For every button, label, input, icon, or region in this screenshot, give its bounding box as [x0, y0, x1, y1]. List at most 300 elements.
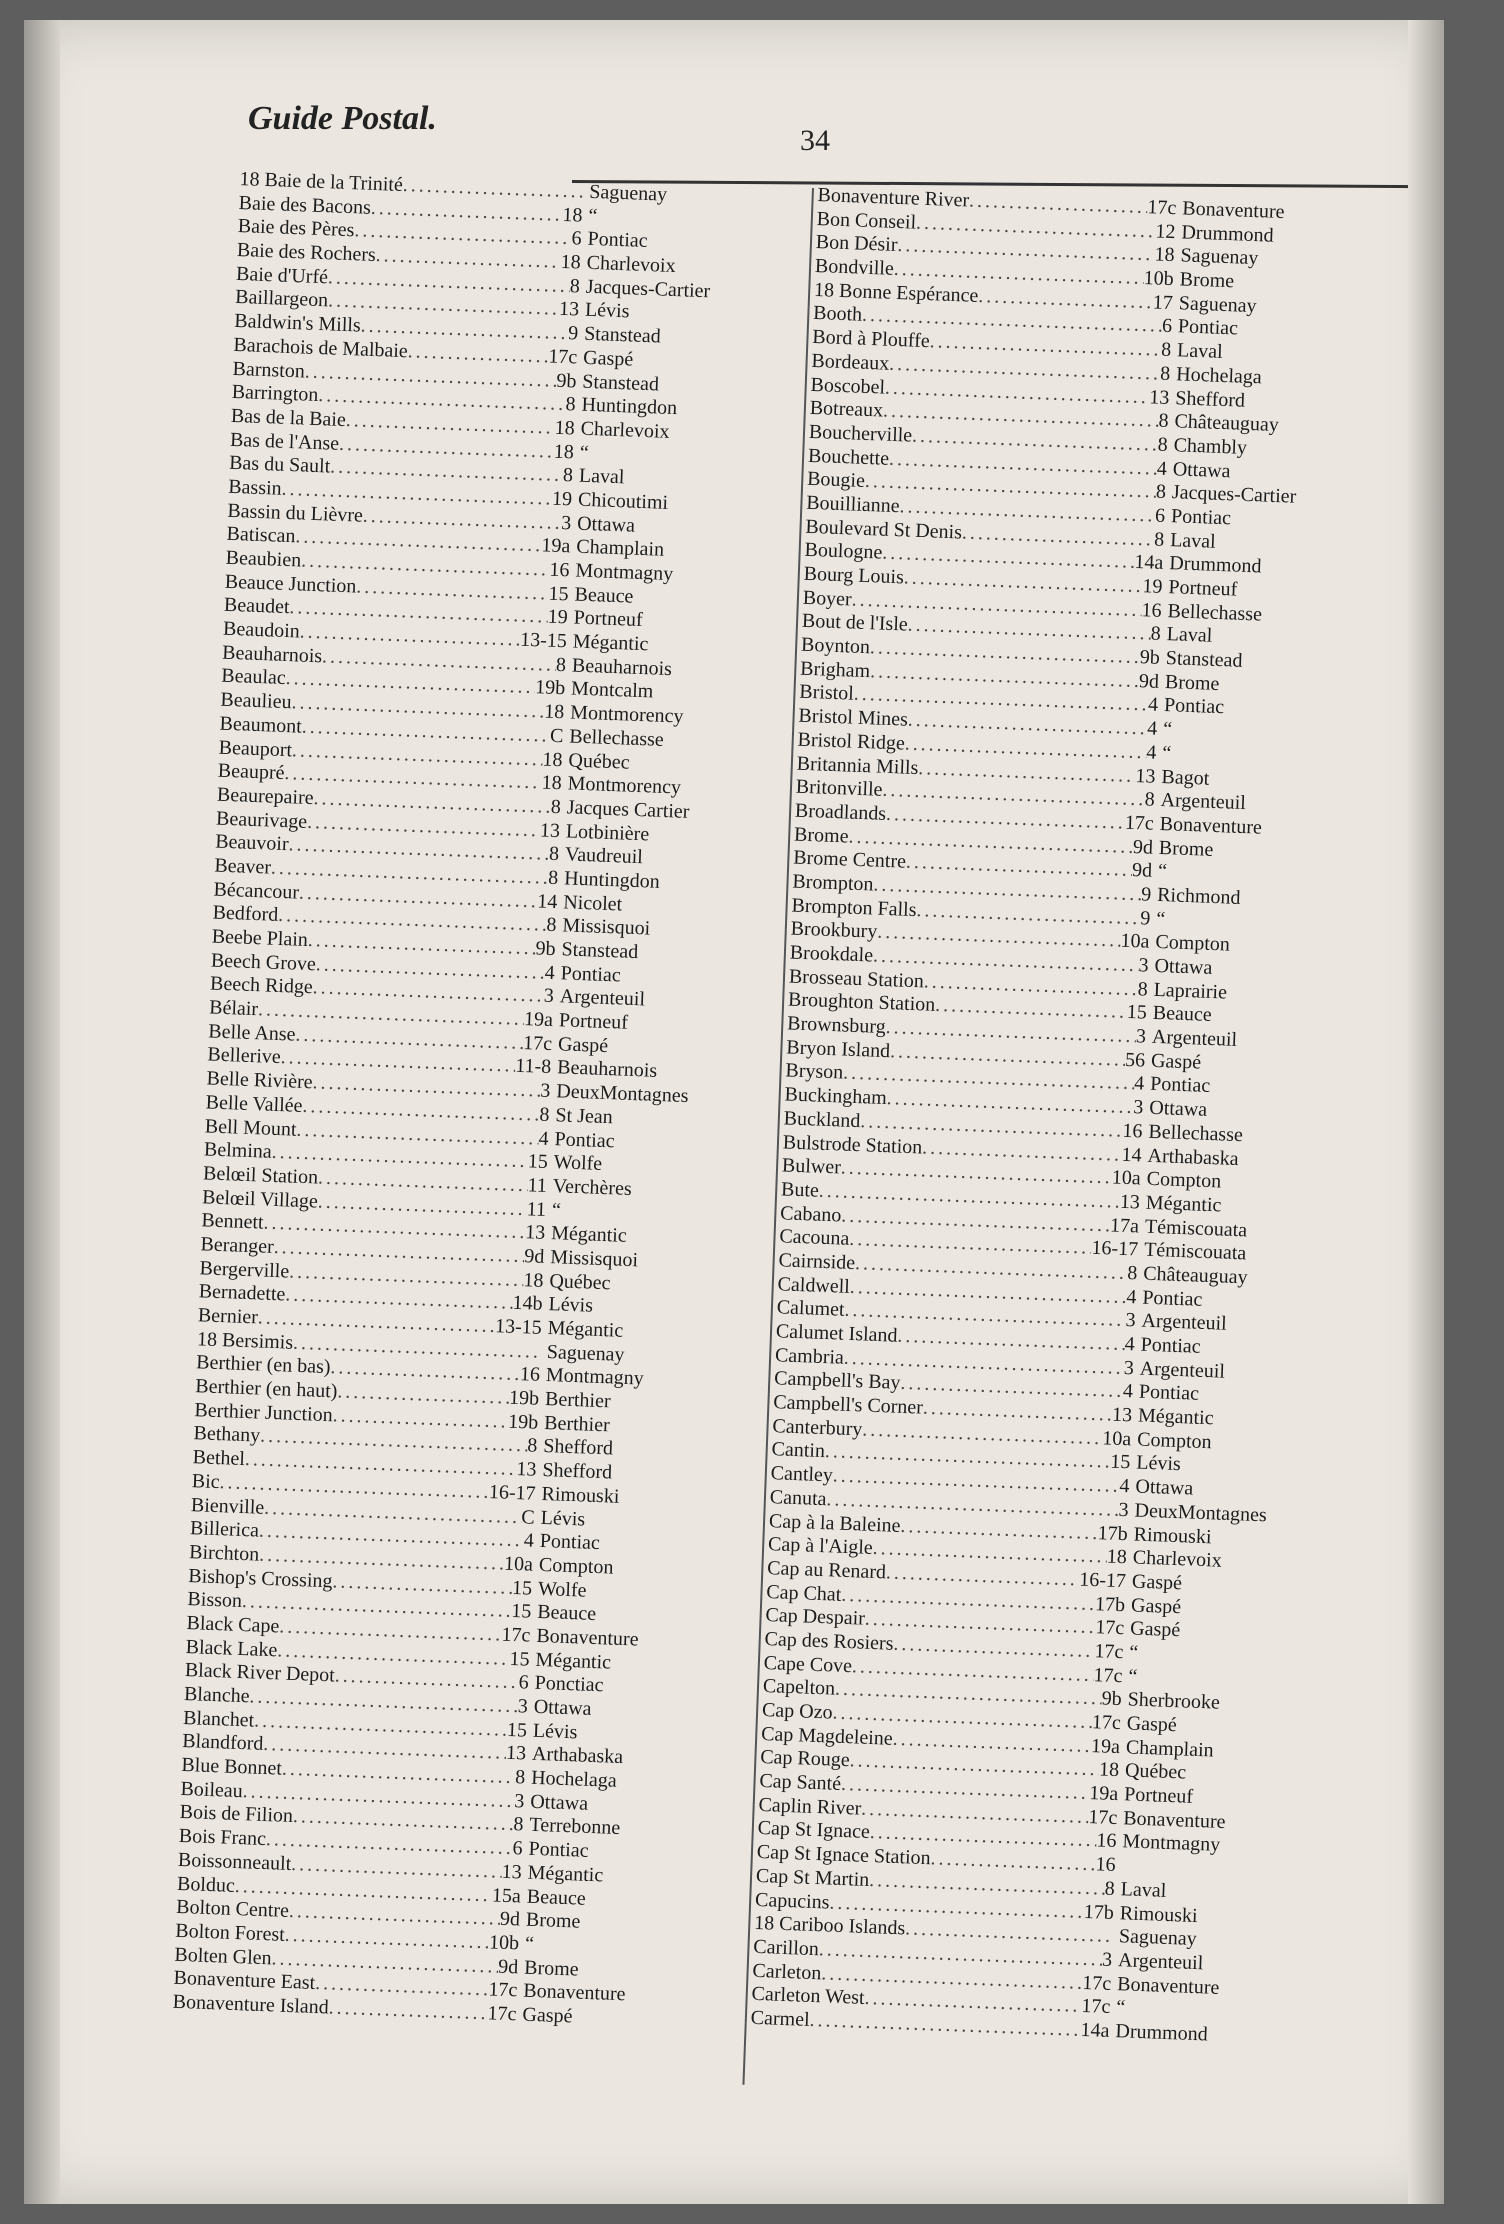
county-name: Jacques-Cartier: [1171, 481, 1297, 508]
county-name: Portneuf: [573, 606, 643, 632]
division-code: 15: [548, 582, 570, 606]
county-name: Pontiac: [554, 1127, 616, 1152]
county-name: Nicolet: [562, 890, 623, 916]
place-name: Brookdale: [789, 941, 874, 967]
county-name: Compton: [1155, 931, 1231, 956]
left-column-index: [172, 168, 779, 2034]
place-name: Cacouna: [779, 1225, 850, 1251]
place-name: Boissonneault: [177, 1848, 292, 1875]
division-code: 14: [536, 890, 558, 913]
county-name: Sherbrooke: [1127, 1688, 1221, 1715]
division-code: 17c: [1081, 1971, 1112, 1995]
place-name: Bonaventure River: [817, 184, 970, 212]
division-code: 17: [1152, 291, 1174, 314]
county-name: Charlevoix: [586, 251, 676, 278]
division-code: 9: [1140, 883, 1152, 906]
county-name: DeuxMontagnes: [555, 1080, 689, 1108]
division-code: 10b: [1143, 267, 1175, 291]
place-name: Bassin du Lièvre: [227, 499, 364, 527]
county-name: Portneuf: [1168, 576, 1238, 601]
division-code: 6: [512, 1837, 524, 1860]
county-name: Jacques-Cartier: [585, 275, 711, 303]
county-name: Ottawa: [533, 1695, 592, 1720]
county-name: Beauharnois: [571, 654, 673, 680]
division-code: 9b: [1139, 646, 1161, 669]
division-code: 17c: [1094, 1640, 1124, 1664]
county-name: Brome: [1179, 268, 1235, 293]
place-name: Baldwin's Mills: [233, 310, 362, 337]
place-name: Canterbury: [772, 1414, 863, 1441]
place-name: Belle Vallée: [205, 1091, 303, 1117]
county-name: Argenteuil: [1151, 1025, 1238, 1051]
county-name: Gaspé: [557, 1033, 609, 1057]
county-name: Huntingdon: [563, 867, 661, 893]
place-name: Brome Centre: [792, 846, 907, 873]
place-name: Blanche: [183, 1682, 250, 1708]
division-code: 4: [1122, 1380, 1134, 1403]
county-name: Pontiac: [587, 228, 648, 253]
county-name: “: [588, 204, 598, 227]
county-name: Pontiac: [1138, 1380, 1200, 1406]
division-code: 9d: [1131, 859, 1153, 882]
division-code: 11-8: [514, 1055, 552, 1079]
division-code: 3: [1138, 954, 1149, 977]
place-name: Bulwer: [781, 1154, 842, 1179]
county-name: Québec: [1124, 1759, 1187, 1784]
county-name: Bagot: [1161, 765, 1210, 790]
place-name: Cambria: [774, 1343, 845, 1369]
county-name: Stanstead: [583, 322, 662, 348]
division-code: 13: [1111, 1403, 1133, 1427]
place-name: Bethel: [192, 1446, 246, 1471]
division-code: 4: [1124, 1333, 1136, 1356]
division-code: 4: [1133, 1072, 1145, 1095]
county-name: Ottawa: [1135, 1475, 1194, 1500]
place-name: Bouchette: [807, 444, 890, 470]
county-name: Laval: [1176, 339, 1224, 364]
county-name: Saguenay: [1118, 1925, 1198, 1951]
place-name: 18 Baie de la Trinité: [239, 168, 404, 196]
place-name: Cap des Rosiers: [764, 1627, 894, 1655]
division-code: 6: [518, 1671, 530, 1694]
division-code: 19: [551, 487, 573, 511]
county-name: Champlain: [575, 535, 665, 562]
county-name: Compton: [1146, 1167, 1222, 1193]
place-name: Beaudet: [223, 594, 290, 619]
place-name: Beauce Junction: [224, 570, 357, 598]
place-name: Bolton Centre: [175, 1896, 290, 1923]
place-name: Belle Rivière: [206, 1067, 314, 1094]
division-code: 18: [553, 440, 575, 463]
county-name: Rimouski: [1133, 1522, 1212, 1548]
county-name: Lotbinière: [565, 819, 650, 845]
place-name: Bernier: [197, 1304, 259, 1329]
division-code: 14: [1121, 1143, 1143, 1167]
county-name: Beauce: [526, 1885, 587, 1910]
division-code: 16: [1141, 598, 1163, 622]
division-code: 6: [571, 227, 583, 250]
place-name: Carleton West: [751, 1983, 865, 2010]
division-code: 8: [1144, 788, 1156, 811]
division-code: 17b: [1094, 1592, 1126, 1616]
division-code: 17c: [1093, 1663, 1123, 1687]
place-name: Bécancour: [213, 878, 300, 904]
division-code: 10b: [488, 1931, 520, 1955]
division-code: 8: [1104, 1877, 1116, 1900]
place-name: Cap St Ignace Station: [756, 1841, 931, 1870]
county-name: Arthabaska: [1147, 1144, 1240, 1170]
place-name: Brompton: [792, 870, 874, 896]
place-name: Brookbury: [790, 917, 878, 943]
division-code: 56: [1124, 1048, 1146, 1072]
division-code: 8: [1159, 362, 1171, 385]
place-name: Bon Conseil: [816, 207, 917, 234]
place-name: Baillargeon: [234, 286, 329, 312]
county-name: Saguenay: [588, 180, 668, 206]
division-code: 10a: [1101, 1427, 1132, 1451]
division-code: 4: [538, 1127, 550, 1150]
county-name: Huntingdon: [581, 393, 678, 420]
division-code: 8: [547, 866, 559, 890]
division-code: 8: [562, 464, 574, 487]
county-name: Bonaventure: [1159, 812, 1263, 839]
county-name: Shefford: [542, 1435, 614, 1460]
county-name: Chambly: [1173, 434, 1248, 459]
place-name: Booth: [812, 302, 863, 327]
division-code: 19: [1142, 575, 1163, 598]
division-code: 15: [527, 1150, 549, 1174]
division-code: 4: [1147, 693, 1159, 717]
division-code: 3: [517, 1695, 529, 1718]
division-code: 12: [1155, 220, 1176, 243]
county-name: Mégantic: [547, 1317, 624, 1342]
division-code: 9b: [1101, 1687, 1123, 1711]
division-code: 13: [558, 298, 580, 321]
county-name: Missisquoi: [549, 1246, 639, 1272]
county-name: Argenteuil: [1160, 789, 1247, 815]
division-code: 8: [514, 1766, 526, 1789]
county-name: Compton: [1136, 1428, 1213, 1454]
place-name: Bassin: [227, 475, 283, 500]
division-code: 18: [543, 700, 565, 724]
place-name: Calumet Island: [775, 1320, 898, 1347]
county-name: Châteauguay: [1142, 1262, 1249, 1289]
place-name: Belœil Station: [202, 1162, 319, 1189]
division-code: 13-15: [494, 1315, 543, 1339]
place-name: Carleton: [752, 1959, 822, 1984]
division-code: 17c: [1095, 1616, 1125, 1640]
place-name: Baie des Pères: [237, 215, 355, 242]
place-name: Bryson: [785, 1059, 844, 1084]
division-code: 17c: [1091, 1711, 1122, 1735]
place-name: Bas du Sault: [228, 452, 331, 478]
place-name: Beauvoir: [214, 830, 289, 856]
place-name: Blanchet: [182, 1706, 255, 1732]
place-name: Beaurepaire: [216, 783, 314, 809]
place-name: Bergerville: [199, 1256, 290, 1283]
place-name: 18 Cariboo Islands: [753, 1912, 906, 1940]
place-name: Beaulac: [220, 665, 287, 690]
county-name: “: [551, 1198, 562, 1222]
division-code: 9d: [1132, 835, 1154, 859]
county-name: Wolfe: [537, 1577, 587, 1602]
division-code: 9d: [499, 1907, 521, 1931]
county-name: Charlevoix: [1132, 1546, 1223, 1572]
division-code: 17c: [1124, 811, 1155, 835]
county-name: “: [1162, 718, 1173, 741]
place-name: Bolduc: [176, 1872, 236, 1897]
division-code: 16: [549, 558, 570, 582]
county-name: Hochelaga: [1175, 363, 1263, 389]
county-name: Lévis: [548, 1293, 594, 1318]
county-name: Pontiac: [1163, 694, 1225, 719]
division-code: 9d: [523, 1245, 545, 1268]
place-name: Bois de Filion: [179, 1801, 294, 1828]
division-code: 15: [511, 1576, 533, 1600]
county-name: Pontiac: [1170, 505, 1232, 530]
place-name: Beaubien: [225, 546, 302, 572]
division-code: 8: [1160, 338, 1172, 362]
county-name: Portneuf: [1123, 1783, 1194, 1808]
county-name: Saguenay: [546, 1340, 625, 1366]
county-name: Bonaventure: [1122, 1807, 1226, 1833]
place-name: 18 Bersimis: [196, 1327, 294, 1354]
county-name: Châteauguay: [1174, 410, 1280, 437]
division-code: 9d: [497, 1955, 519, 1978]
county-name: Stanstead: [582, 370, 660, 395]
division-code: 18: [562, 203, 583, 227]
county-name: Richmond: [1156, 883, 1241, 909]
place-name: Bolton Forest: [174, 1919, 286, 1946]
place-name: Billerica: [189, 1517, 260, 1542]
division-code: 15: [1109, 1451, 1131, 1474]
county-name: Témiscouata: [1144, 1215, 1248, 1241]
place-name: Bernadette: [198, 1280, 286, 1306]
county-name: Lévis: [532, 1719, 578, 1744]
place-name: Buckingham: [784, 1083, 888, 1110]
place-name: Berthier (en bas): [195, 1351, 331, 1379]
place-name: Baie d'Urfé: [235, 262, 329, 289]
place-name: Cape Cove: [763, 1651, 853, 1677]
place-name: Barachois de Malbaie: [233, 333, 409, 363]
division-code: 13: [505, 1742, 527, 1765]
county-name: Wolfe: [553, 1151, 603, 1176]
division-code: 8: [539, 1103, 550, 1126]
county-name: Beauharnois: [556, 1056, 658, 1083]
county-name: Gaspé: [1129, 1617, 1181, 1642]
division-code: 17c: [1088, 1805, 1118, 1829]
county-name: Shefford: [1175, 386, 1246, 412]
county-name: Mégantic: [572, 630, 649, 656]
division-code: 18: [1154, 243, 1176, 267]
division-code: 16-17: [488, 1480, 537, 1505]
place-name: Bryon Island: [785, 1036, 891, 1062]
place-name: Beaupré: [217, 759, 285, 785]
place-name: Cap Rouge: [759, 1746, 851, 1772]
county-name: Hochelaga: [530, 1766, 618, 1792]
county-name: “: [579, 441, 590, 464]
place-name: Cap Despair: [765, 1604, 866, 1630]
place-name: Broadlands: [794, 799, 887, 825]
place-name: Bienville: [190, 1493, 265, 1519]
division-code: 18: [1106, 1545, 1128, 1569]
place-name: Caplin River: [758, 1793, 862, 1820]
place-name: Bonaventure East: [173, 1967, 316, 1995]
county-name: Portneuf: [558, 1009, 629, 1034]
place-name: Black River Depot: [184, 1659, 336, 1687]
division-code: 18: [1098, 1758, 1120, 1782]
place-name: Belœil Village: [201, 1185, 319, 1213]
place-name: Campbell's Bay: [773, 1367, 901, 1395]
place-name: Bute: [780, 1178, 820, 1202]
county-name: Bonaventure: [536, 1624, 639, 1651]
division-code: 11: [527, 1174, 548, 1197]
place-name: Beech Ridge: [209, 972, 314, 999]
division-code: 8: [526, 1434, 538, 1458]
division-code: 8: [1158, 409, 1169, 433]
county-name: Laval: [1120, 1878, 1167, 1902]
division-code: 13: [501, 1860, 523, 1884]
division-code: 19: [547, 605, 569, 629]
county-name: Charlevoix: [580, 417, 670, 443]
place-name: Blue Bonnet: [181, 1753, 283, 1780]
place-name: Cap Chat: [765, 1580, 842, 1606]
place-name: Bouillianne: [805, 491, 900, 518]
county-name: Argenteuil: [1141, 1309, 1228, 1336]
county-name: Brome: [523, 1956, 580, 1981]
county-name: Pontiac: [1140, 1333, 1202, 1358]
place-name: Baie des Bacons: [238, 191, 372, 219]
place-name: Cap St Martin: [755, 1864, 870, 1891]
county-name: Pontiac: [1177, 315, 1239, 340]
division-code: 15: [506, 1718, 528, 1742]
division-code: 19b: [508, 1386, 540, 1410]
division-code: 8: [1137, 977, 1149, 1001]
division-code: 3: [539, 1079, 551, 1103]
county-name: Lévis: [584, 299, 630, 323]
county-name: Vaudreuil: [564, 843, 644, 869]
place-name: Calumet: [776, 1296, 845, 1322]
division-code: 16: [1122, 1119, 1143, 1143]
place-name: Bell Mount: [204, 1114, 297, 1141]
place-name: Cap Ozo: [761, 1698, 833, 1724]
place-name: Beauharnois: [221, 641, 323, 668]
division-code: 16-17: [1078, 1568, 1127, 1593]
county-name: Ottawa: [529, 1790, 589, 1815]
county-name: “: [1115, 1996, 1126, 2019]
division-code: 16-17: [1091, 1236, 1139, 1261]
division-code: 8: [513, 1813, 524, 1836]
division-code: 8: [1126, 1262, 1138, 1285]
county-name: Chicoutimi: [577, 488, 669, 514]
county-name: Brome: [1158, 836, 1214, 861]
division-code: 13: [524, 1221, 546, 1245]
county-name: Drummond: [1115, 2020, 1209, 2046]
place-name: Barnston: [232, 357, 306, 383]
place-name: Boucherville: [808, 420, 913, 447]
county-name: Pontiac: [560, 961, 622, 987]
county-name: Argenteuil: [1117, 1949, 1204, 1975]
place-name: Boileau: [180, 1777, 244, 1802]
division-code: 10a: [1111, 1166, 1142, 1190]
place-name: Bougie: [806, 468, 866, 493]
place-name: Black Lake: [185, 1635, 278, 1661]
county-name: Argenteuil: [1139, 1357, 1226, 1383]
place-name: Britonville: [795, 775, 883, 801]
place-name: Broughton Station: [787, 988, 936, 1017]
county-name: Verchères: [552, 1175, 633, 1200]
place-name: Bristol: [798, 681, 855, 706]
county-name: Laval: [1166, 623, 1213, 648]
division-code: 8: [555, 653, 567, 677]
division-code: 3: [1123, 1356, 1135, 1380]
county-name: Laval: [578, 464, 625, 489]
place-name: Bon Désir: [815, 231, 898, 257]
county-name: Gaspé: [1126, 1712, 1178, 1737]
division-code: 15: [510, 1600, 532, 1623]
place-name: Caldwell: [777, 1272, 851, 1298]
place-name: Cantley: [770, 1462, 834, 1487]
county-name: Laprairie: [1153, 978, 1228, 1004]
place-name: Bord à Plouffe: [811, 326, 931, 353]
division-code: 17c: [487, 2002, 517, 2026]
division-code: 18: [541, 771, 563, 795]
division-code: 19a: [1088, 1782, 1119, 1806]
division-code: 14a: [1134, 551, 1164, 575]
division-code: 17a: [1109, 1213, 1140, 1238]
division-code: 13: [516, 1458, 537, 1481]
place-name: Bulstrode Station: [782, 1130, 923, 1158]
division-code: 3: [543, 985, 555, 1008]
place-name: Beaumont: [219, 712, 303, 738]
division-code: 17b: [1083, 1900, 1115, 1924]
place-name: Boscobel: [810, 373, 886, 399]
county-name: Gaspé: [1130, 1593, 1182, 1618]
county-name: Beauce: [574, 583, 634, 608]
division-code: C: [549, 724, 564, 748]
place-name: Brome: [793, 823, 849, 848]
place-name: Carmel: [750, 2006, 810, 2031]
place-name: Brigham: [799, 657, 871, 682]
division-code: 13: [1149, 385, 1170, 409]
division-code: 8: [546, 914, 557, 937]
division-code: 13: [1119, 1190, 1141, 1214]
page-header-title: Guide Postal.: [248, 100, 437, 137]
division-code: 13-15: [519, 628, 568, 653]
place-name: Belle Anse: [207, 1020, 296, 1046]
place-name: Cabano: [779, 1201, 842, 1227]
division-code: 8: [569, 274, 581, 298]
place-name: Capucins: [754, 1888, 830, 1914]
place-name: Black Cape: [186, 1611, 280, 1638]
division-code: 9: [1139, 906, 1151, 930]
division-code: 4: [1119, 1475, 1130, 1498]
county-name: Bellechasse: [1167, 599, 1263, 626]
place-name: Berthier Junction: [194, 1398, 334, 1426]
division-code: 18: [542, 747, 563, 771]
division-code: 9: [567, 322, 579, 345]
division-code: 4: [1145, 741, 1157, 764]
place-name: Bonaventure Island: [172, 1990, 330, 2019]
place-name: Bishop's Crossing: [187, 1564, 333, 1592]
place-name: Bethany: [193, 1422, 261, 1448]
county-name: Pontiac: [528, 1837, 589, 1863]
division-code: 11: [526, 1197, 547, 1221]
place-name: Barrington: [231, 381, 319, 407]
county-name: Berthier: [543, 1411, 611, 1437]
division-code: 8: [1153, 528, 1165, 551]
place-name: Boulevard St Denis: [805, 515, 963, 544]
